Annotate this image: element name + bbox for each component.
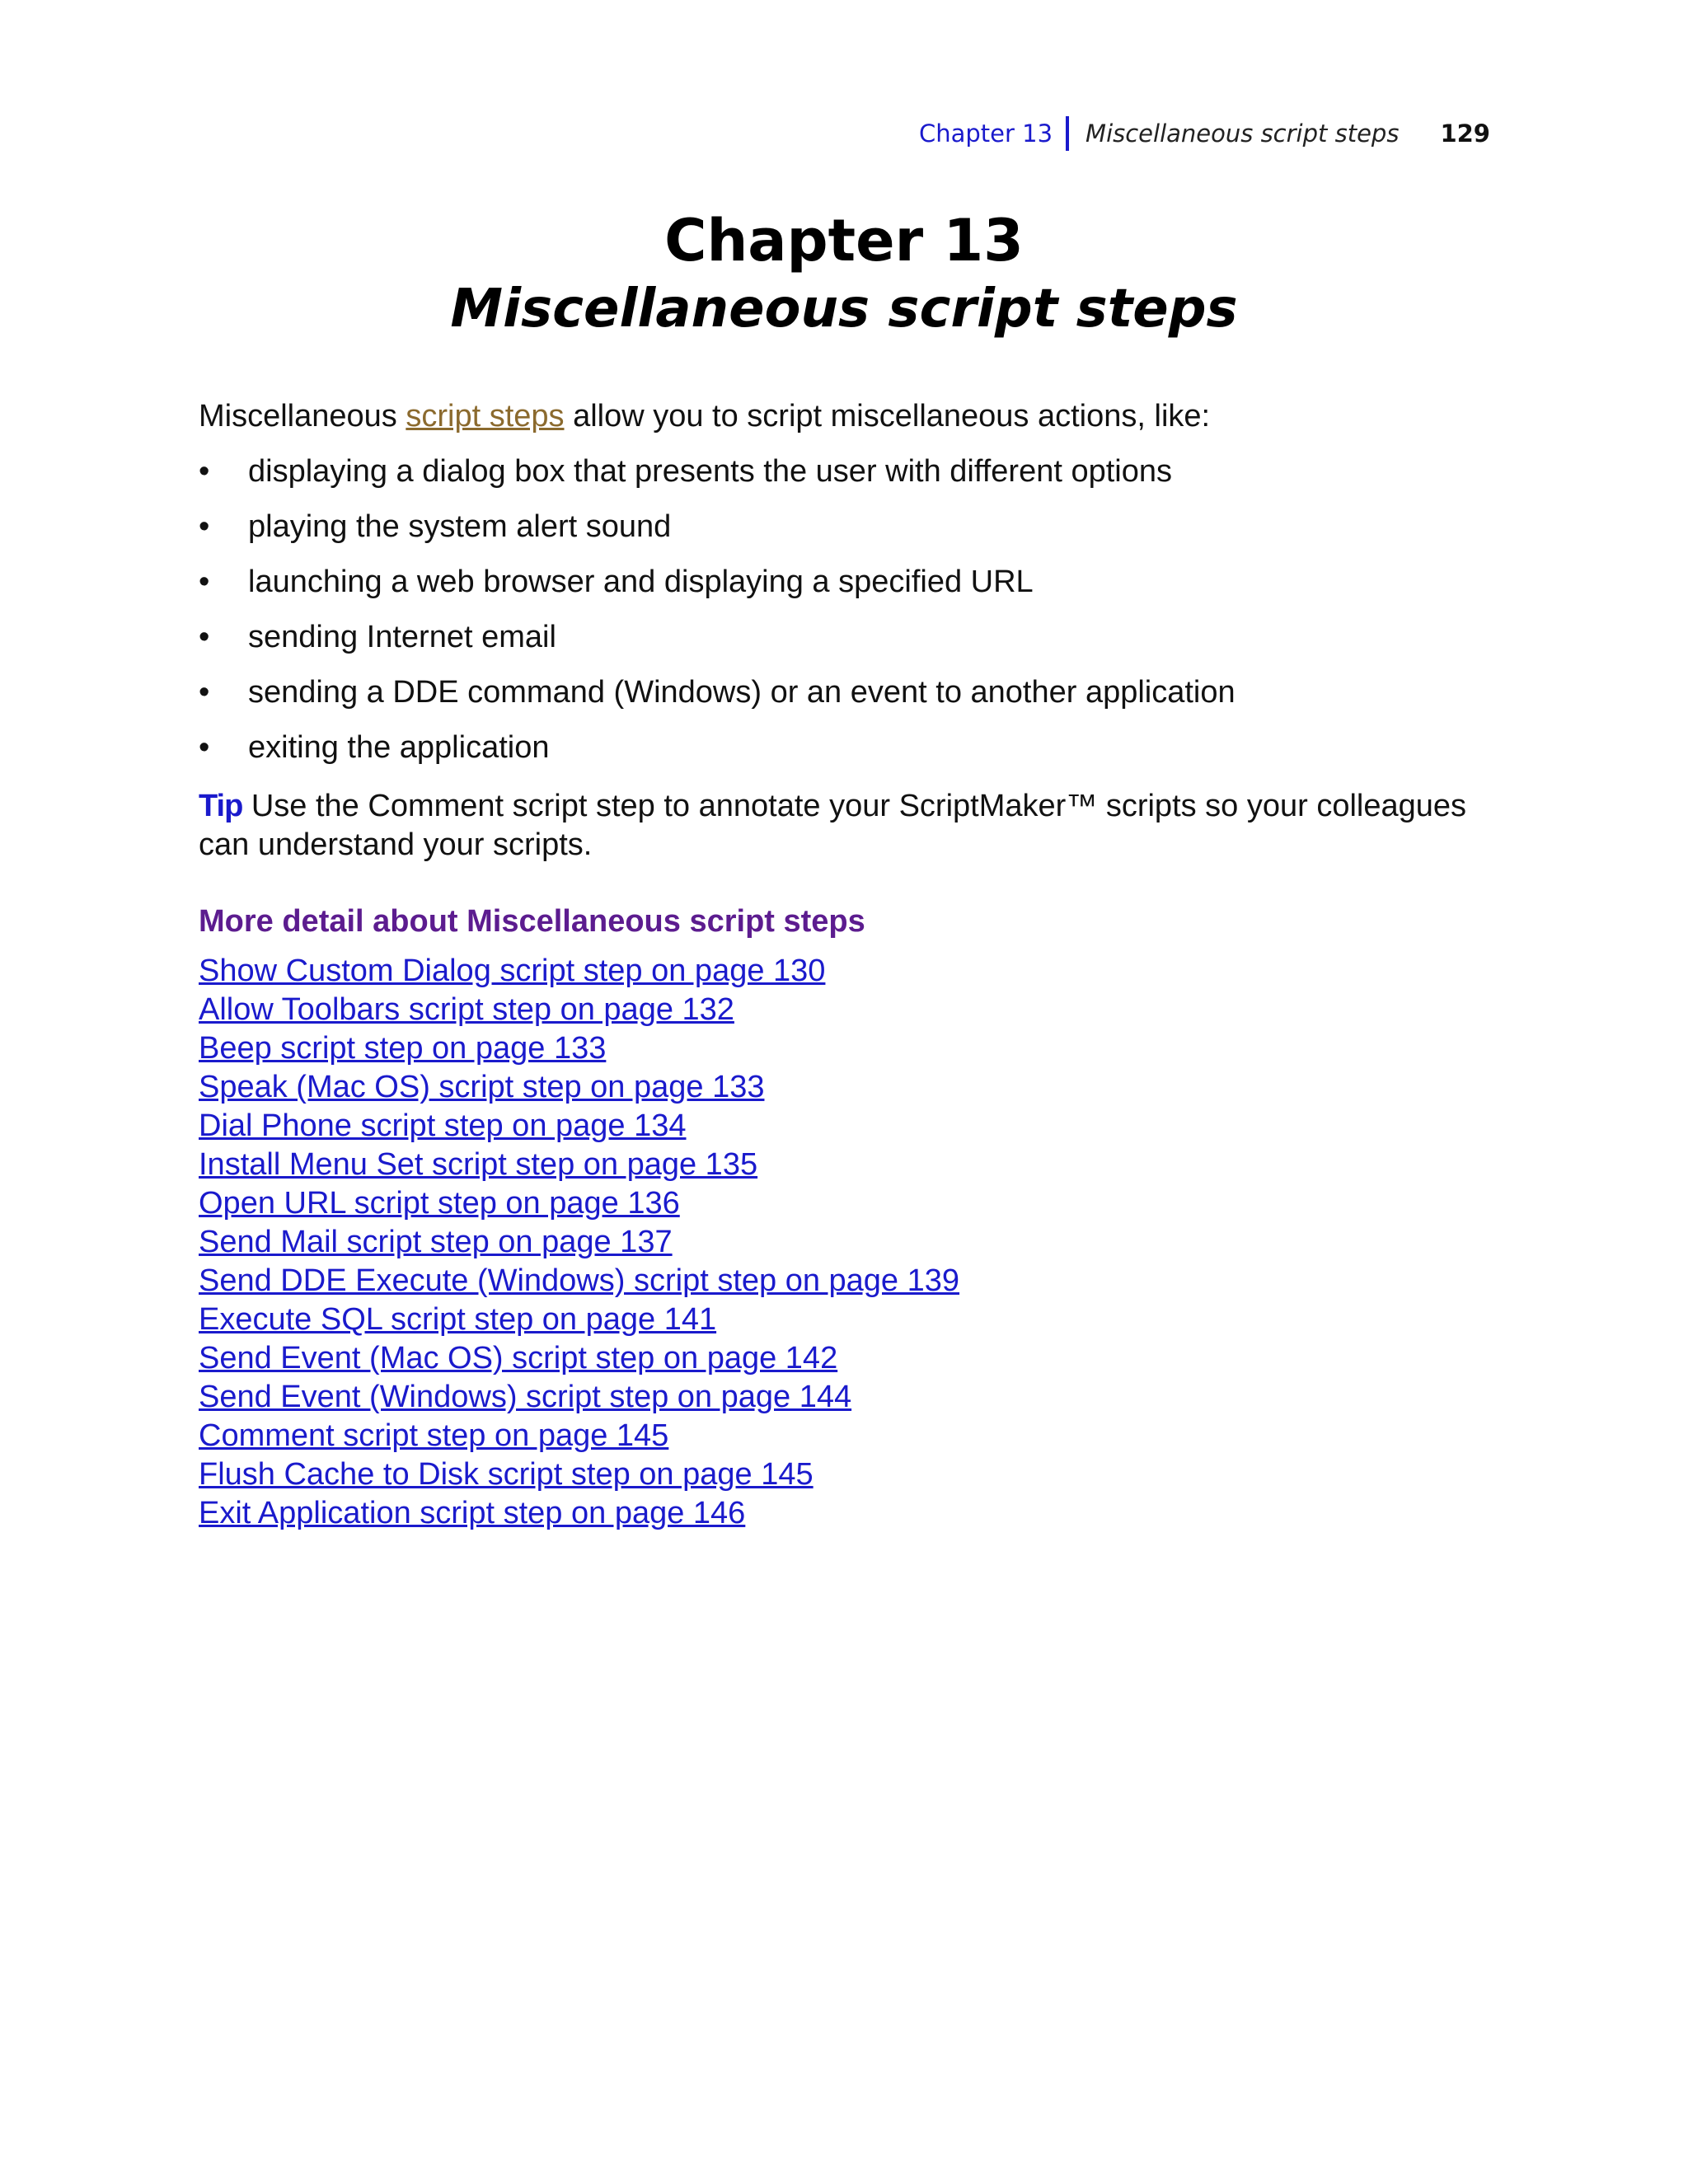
actions-list — [199, 444, 1484, 776]
more-detail-heading: More detail about Miscellaneous script steps — [199, 904, 865, 939]
running-header — [919, 115, 1490, 152]
tip-note — [199, 787, 1484, 865]
bullet-icon: • — [199, 675, 210, 710]
list-item-text: displaying a dialog box that presents the user with different options — [248, 454, 1172, 489]
list-item-text: exiting the application — [248, 730, 550, 765]
link-open-url[interactable]: Open URL script step on page 136 — [199, 1186, 680, 1221]
list-item — [199, 720, 1484, 776]
link-show-custom-dialog[interactable]: Show Custom Dialog script step on page 130 — [199, 954, 826, 988]
header-section-title: Miscellaneous script steps — [1085, 120, 1400, 148]
link-comment[interactable]: Comment script step on page 145 — [199, 1418, 669, 1453]
bullet-icon: • — [199, 730, 210, 765]
bullet-icon: • — [199, 620, 210, 654]
list-item — [199, 499, 1484, 555]
intro-paragraph — [199, 391, 1484, 441]
list-item-text: playing the system alert sound — [248, 509, 672, 544]
intro-text-before: Miscellaneous — [199, 399, 406, 434]
link-send-mail[interactable]: Send Mail script step on page 137 — [199, 1225, 673, 1259]
list-item — [199, 444, 1484, 499]
script-steps-link[interactable]: script steps — [406, 399, 565, 434]
bullet-icon: • — [199, 509, 210, 544]
link-execute-sql[interactable]: Execute SQL script step on page 141 — [199, 1302, 717, 1337]
main-content — [199, 391, 1484, 1533]
link-send-event-mac[interactable]: Send Event (Mac OS) script step on page 142 — [199, 1341, 838, 1376]
bullet-icon: • — [199, 454, 210, 489]
chapter-title — [0, 206, 1688, 343]
link-allow-toolbars[interactable]: Allow Toolbars script step on page 132 — [199, 992, 734, 1027]
list-item-text: launching a web browser and displaying a specified URL — [248, 565, 1034, 599]
page-number: 129 — [1440, 120, 1490, 148]
link-send-event-windows[interactable]: Send Event (Windows) script step on page 144 — [199, 1380, 852, 1414]
intro-text-after: allow you to script miscellaneous actions, like: — [564, 399, 1211, 434]
tip-label: Tip — [199, 789, 243, 823]
link-dial-phone[interactable]: Dial Phone script step on page 134 — [199, 1108, 687, 1143]
link-flush-cache[interactable]: Flush Cache to Disk script step on page 145 — [199, 1457, 814, 1492]
list-item — [199, 555, 1484, 610]
header-divider — [1066, 116, 1069, 151]
link-install-menu-set[interactable]: Install Menu Set script step on page 135 — [199, 1147, 758, 1182]
link-beep[interactable]: Beep script step on page 133 — [199, 1031, 607, 1066]
more-detail-links — [199, 952, 1484, 1533]
chapter-title-number: Chapter 13 — [664, 207, 1024, 274]
link-exit-application[interactable]: Exit Application script step on page 146 — [199, 1496, 746, 1530]
list-item-text: sending a DDE command (Windows) or an event to another application — [248, 675, 1236, 710]
link-speak[interactable]: Speak (Mac OS) script step on page 133 — [199, 1070, 765, 1104]
tip-text: Use the Comment script step to annotate your ScriptMaker™ scripts so your colleagues can understand your scripts. — [199, 789, 1467, 862]
list-item — [199, 665, 1484, 720]
header-chapter: Chapter 13 — [918, 120, 1053, 148]
bullet-icon: • — [199, 565, 210, 599]
link-send-dde-execute[interactable]: Send DDE Execute (Windows) script step on page 139 — [199, 1263, 960, 1298]
list-item-text: sending Internet email — [248, 620, 556, 654]
list-item — [199, 610, 1484, 665]
chapter-title-name: Miscellaneous script steps — [450, 279, 1238, 340]
